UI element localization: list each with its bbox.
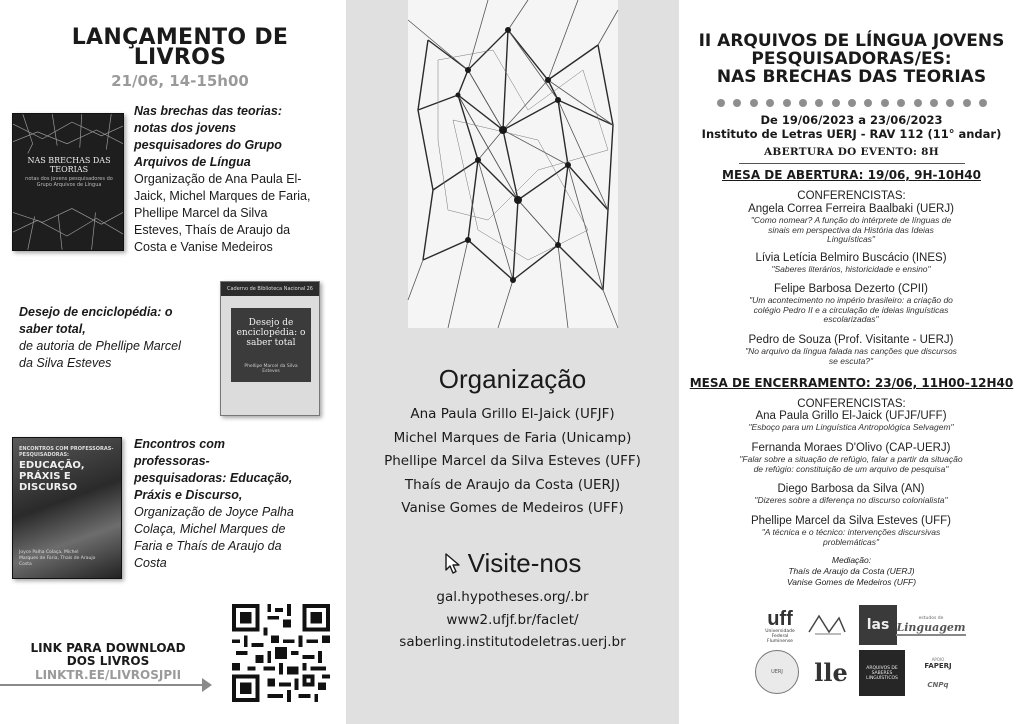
dotted-divider: [717, 99, 987, 107]
talk-title: de refúgio: constituição de um arquivo de pesquisa": [753, 463, 949, 474]
book2-desc-line: da Silva Esteves: [19, 356, 112, 370]
speaker-item: [701, 203, 1001, 245]
event-dates: [679, 113, 1024, 141]
book1-title-line: notas dos jovens: [134, 121, 237, 135]
organization-title: Organização: [438, 364, 587, 394]
moderation: [679, 555, 1024, 588]
speakers-label: CONFERENCISTAS:: [797, 398, 906, 410]
talk-title: se escuta?": [828, 355, 874, 366]
book2-desc-line: de autoria de Phellipe Marcel: [19, 339, 181, 353]
book3-title-line: Encontros com: [134, 437, 225, 451]
book1-description: [134, 103, 334, 256]
visit-title-text: Visite-nos: [467, 548, 582, 578]
launch-title-line: LIVROS: [133, 45, 227, 70]
uerj-seal-logo: UERJ: [755, 650, 799, 694]
speaker-name: Diego Barbosa da Silva (AN): [777, 483, 925, 495]
logo-subtext: APOIO: [931, 656, 945, 662]
book-cover-series: Caderno de Biblioteca Nacional: [227, 286, 306, 292]
talk-title: escolarizadas": [823, 314, 879, 324]
book2-title-line: saber total,: [19, 322, 86, 336]
talk-title: "Saberes literários, historicidade e ensino": [771, 264, 931, 274]
organizer-item: Thaís de Araujo da Costa (UERJ): [404, 476, 621, 493]
book-cover-strip: [221, 282, 319, 296]
event-date-range: De 19/06/2023 a 23/06/2023: [760, 113, 943, 127]
book1-title-line: Nas brechas das teorias:: [134, 104, 282, 118]
event-venue: Instituto de Letras UERJ - RAV 112 (11° andar): [701, 127, 1002, 141]
closing-panel-heading: MESA DE ENCERRAMENTO: 23/06, 11H00-12H40: [689, 376, 1014, 390]
book1-desc-line: Organização de Ana Paula El-: [134, 172, 302, 186]
talk-title: "Como nomear? A função do intérprete de línguas de: [750, 215, 952, 225]
organizer-item: Ana Paula Grillo El-Jaick (UFJF): [410, 406, 615, 422]
organizers-list: [346, 403, 679, 521]
uff-logo-subtext: Universidade Federal Fluminense: [765, 628, 795, 644]
visit-title: [346, 548, 679, 579]
speaker-item: [701, 442, 1001, 474]
book3-desc-line: Faria e Thaís de Araujo da: [134, 539, 282, 553]
arrow-line: [0, 684, 206, 686]
book-cover-author: Joyce Palha Colaça, Michel Marques de Faria, Thaís de Araujo Costa: [19, 550, 96, 567]
speaker-item: [701, 283, 1001, 325]
cursor-icon: [444, 552, 462, 574]
sites-list: [346, 586, 679, 654]
speaker-name: Pedro de Souza (Prof. Visitante - UERJ): [748, 334, 954, 346]
site-link[interactable]: gal.hypotheses.org/.br: [436, 589, 589, 605]
download-link[interactable]: LINKTR.EE/LIVROSJPII: [34, 668, 182, 682]
organizer-item: Vanise Gomes de Medeiros (UFF): [401, 500, 624, 516]
book-cover-subtitle: notas dos jovens pesquisadores do Grupo Arquivos de Língua: [25, 176, 113, 188]
talk-title: "Dizeres sobre a diferença no discurso colonialista": [754, 495, 948, 505]
speaker-item: [701, 252, 1001, 275]
right-panel: [679, 0, 1024, 724]
moderation-label: Mediação:: [831, 555, 872, 565]
moderator-name: Vanise Gomes de Medeiros (UFF): [786, 577, 917, 587]
speaker-name: Phellipe Marcel da Silva Esteves (UFF): [750, 515, 952, 527]
book3-desc-line: Organização de Joyce Palha: [134, 505, 294, 519]
launch-title-line: LANÇAMENTO DE: [71, 25, 289, 50]
book-cover-number: 26: [306, 286, 313, 292]
book1-desc-line: Phellipe Marcel da Silva: [134, 206, 268, 220]
site-link[interactable]: saberling.institutodeletras.uerj.br: [399, 634, 626, 650]
ile-logo: lle: [814, 657, 848, 687]
opening-panel-heading: MESA DE ABERTURA: 19/06, 9H-10H40: [722, 168, 981, 182]
talk-title: "Esboço para um Linguística Antropológica Selvagem": [748, 422, 954, 432]
book2-title-line: Desejo de enciclopédia: o: [19, 305, 173, 319]
event-title-line: PESQUISADORAS/ES:: [751, 49, 952, 69]
launch-date: 21/06, 14-15h00: [111, 72, 249, 90]
book3-title-line: Práxis e Discurso,: [134, 488, 243, 502]
speaker-item: [701, 410, 1001, 433]
book1-desc-line: Costa e Vanise Medeiros: [134, 240, 273, 254]
event-title: [679, 32, 1024, 86]
book3-title-line: professoras-: [134, 454, 210, 468]
logo-text: Linguagem: [896, 621, 966, 634]
event-title-line: II ARQUIVOS DE LÍNGUA JOVENS: [698, 31, 1005, 51]
book1-desc-line: Jaick, Michel Marques de Faria,: [134, 189, 311, 203]
book-cover-title: EDUCAÇÃO, PRÁXIS E DISCURSO: [19, 460, 85, 493]
speaker-item: [701, 515, 1001, 547]
site-link[interactable]: www2.ufjf.br/faclet/: [446, 611, 579, 628]
organizer-item: Michel Marques de Faria (Unicamp): [393, 429, 632, 446]
download-label-line: DOS LIVROS: [66, 654, 150, 668]
left-panel: [0, 0, 346, 724]
talk-title: "Um acontecimento no império brasileiro: a criação do: [749, 295, 953, 305]
network-artwork-icon: [408, 0, 618, 328]
book-cover-title: Desejo de enciclopédia: o saber total: [236, 318, 306, 348]
book3-desc-line: Costa: [134, 556, 167, 570]
book3-description: [134, 436, 334, 572]
talk-title: Linguísticas": [827, 234, 875, 244]
book1-title-line: Arquivos de Língua: [134, 155, 251, 169]
talk-title: "A técnica e o técnico: intervenções discursivas: [761, 527, 941, 537]
event-title-line: NAS BRECHAS DAS TEORIAS: [716, 67, 987, 87]
estudos-linguagem-logo: [896, 614, 966, 638]
divider: [739, 163, 965, 164]
book-cover-author: Phellipe Marcel da Silva Esteves: [244, 364, 298, 374]
speaker-name: Lívia Letícia Belmiro Buscácio (INES): [755, 252, 947, 264]
download-label-line: LINK PARA DOWNLOAD: [30, 641, 186, 655]
talk-title: "No arquivo da língua falada nas canções que discursos: [745, 346, 957, 356]
logo-text: FAPERJ: [924, 661, 952, 670]
book3-title-line: pesquisadoras: Educação,: [134, 471, 293, 485]
opening-time: ABERTURA DO EVENTO: 8H: [763, 146, 940, 158]
cnpq-logo: CNPq: [927, 681, 949, 689]
book1-title-line: pesquisadores do Grupo: [134, 138, 282, 152]
talk-title: sinais em perspectiva da História das Ideias: [768, 224, 934, 235]
book-cover-encontros: [12, 437, 122, 579]
book-cover-desejo-enciclopedia: [220, 281, 320, 416]
uff-logo: [759, 605, 801, 647]
download-label: [18, 642, 198, 668]
speakers-label: CONFERENCISTAS:: [797, 190, 906, 202]
middle-panel: [346, 0, 679, 724]
book-cover-nas-brechas: [12, 113, 124, 251]
arquivos-saberes-logo: ARQUIVOS DE SABERES LINGUÍSTICOS: [859, 650, 905, 696]
research-group-logo-icon: [805, 610, 849, 640]
book1-desc-line: Esteves, Thaís de Araujo da: [134, 223, 291, 237]
logo-subtext: estudos de: [918, 616, 944, 621]
book2-description: [19, 304, 209, 372]
book-cover-panel: [231, 308, 311, 382]
speaker-item: [701, 483, 1001, 506]
las-logo: las: [859, 605, 897, 645]
talk-title: "Falar sobre a situação de refúgio, falar a partir da situação: [739, 454, 963, 464]
speaker-name: Ana Paula Grillo El-Jaick (UFJF/UFF): [755, 410, 947, 422]
book3-desc-line: Colaça, Michel Marques de: [134, 522, 286, 536]
arrow-right-icon: [202, 678, 212, 692]
talk-title: problemáticas": [823, 536, 879, 547]
moderator-name: Thaís de Araujo da Costa (UERJ): [788, 566, 915, 576]
talk-title: colégio Pedro II e a circulação de ideias linguísticas: [753, 304, 949, 315]
speaker-item: [701, 334, 1001, 366]
launch-title: [60, 25, 300, 70]
book-cover-title: NAS BRECHAS DAS TEORIAS: [27, 156, 111, 174]
speaker-name: Fernanda Moraes D'Olivo (CAP-UERJ): [751, 442, 951, 454]
speaker-name: Angela Correa Ferreira Baalbaki (UERJ): [748, 203, 954, 215]
qr-code-icon[interactable]: [232, 604, 330, 702]
speaker-name: Felipe Barbosa Dezerto (CPII): [773, 283, 929, 295]
book-cover-heading: ENCONTROS COM PROFESSORAS-PESQUISADORAS:: [19, 446, 114, 458]
uff-logo-text: uff: [767, 607, 793, 630]
organizer-item: Phellipe Marcel da Silva Esteves (UFF): [384, 453, 641, 469]
faperj-logo: [913, 653, 963, 673]
